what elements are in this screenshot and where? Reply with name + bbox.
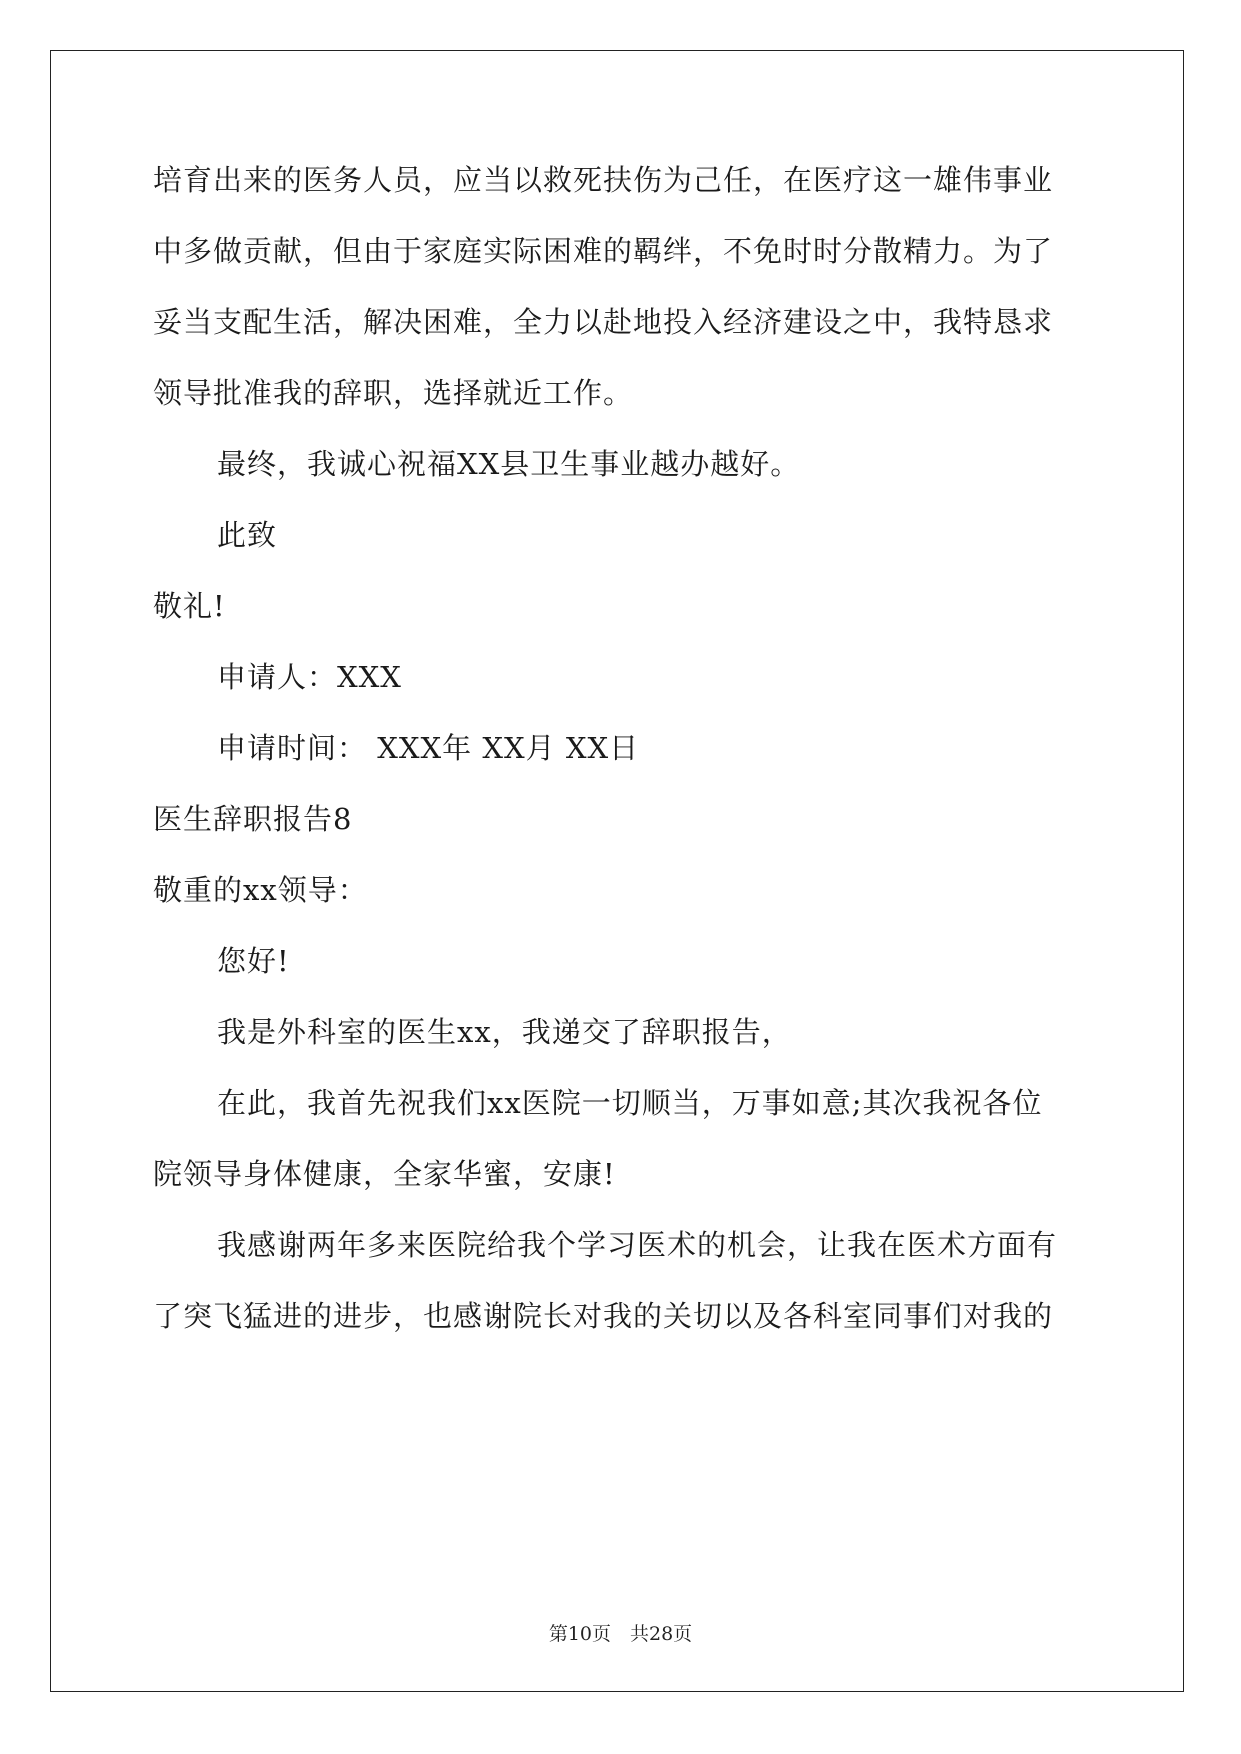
paragraph-line: 我是外科室的医生xx，我递交了辞职报告， [217, 1015, 792, 1049]
closing-wish: 最终，我诚心祝福XX县卫生事业越办越好。 [217, 447, 801, 481]
page-number: 第10页 共28页 [548, 1623, 693, 1645]
paragraph-line: 在此，我首先祝我们xx医院一切顺当，万事如意;其次我祝各位 [217, 1086, 1043, 1120]
paragraph-line: 了突飞猛进的进步，也感谢院长对我的关切以及各科室同事们对我的 [153, 1299, 1054, 1333]
paragraph-line: 我感谢两年多来医院给我个学习医术的机会，让我在医术方面有 [217, 1228, 1058, 1262]
hello-line: 您好! [217, 944, 290, 978]
page-footer [0, 1622, 1241, 1646]
paragraph-line: 中多做贡献，但由于家庭实际困难的羁绊，不免时时分散精力。为了 [153, 234, 1054, 268]
paragraph-line: 院领导身体健康，全家华蜜，安康! [153, 1157, 616, 1191]
paragraph-line: 培育出来的医务人员，应当以救死扶伤为己任，在医疗这一雄伟事业 [153, 163, 1054, 197]
paragraph-line: 领导批准我的辞职，选择就近工作。 [153, 376, 634, 410]
section-title: 医生辞职报告8 [153, 802, 353, 836]
salutation-jing-li: 敬礼! [153, 589, 226, 623]
salutation-ci-zhi: 此致 [217, 518, 278, 552]
letter-greeting: 敬重的xx领导： [153, 873, 368, 907]
applicant: 申请人：XXX [217, 660, 402, 694]
paragraph-line: 妥当支配生活，解决困难，全力以赴地投入经济建设之中，我特恳求 [153, 305, 1054, 339]
application-date: 申请时间： XXX年 XX月 XX日 [217, 731, 640, 765]
